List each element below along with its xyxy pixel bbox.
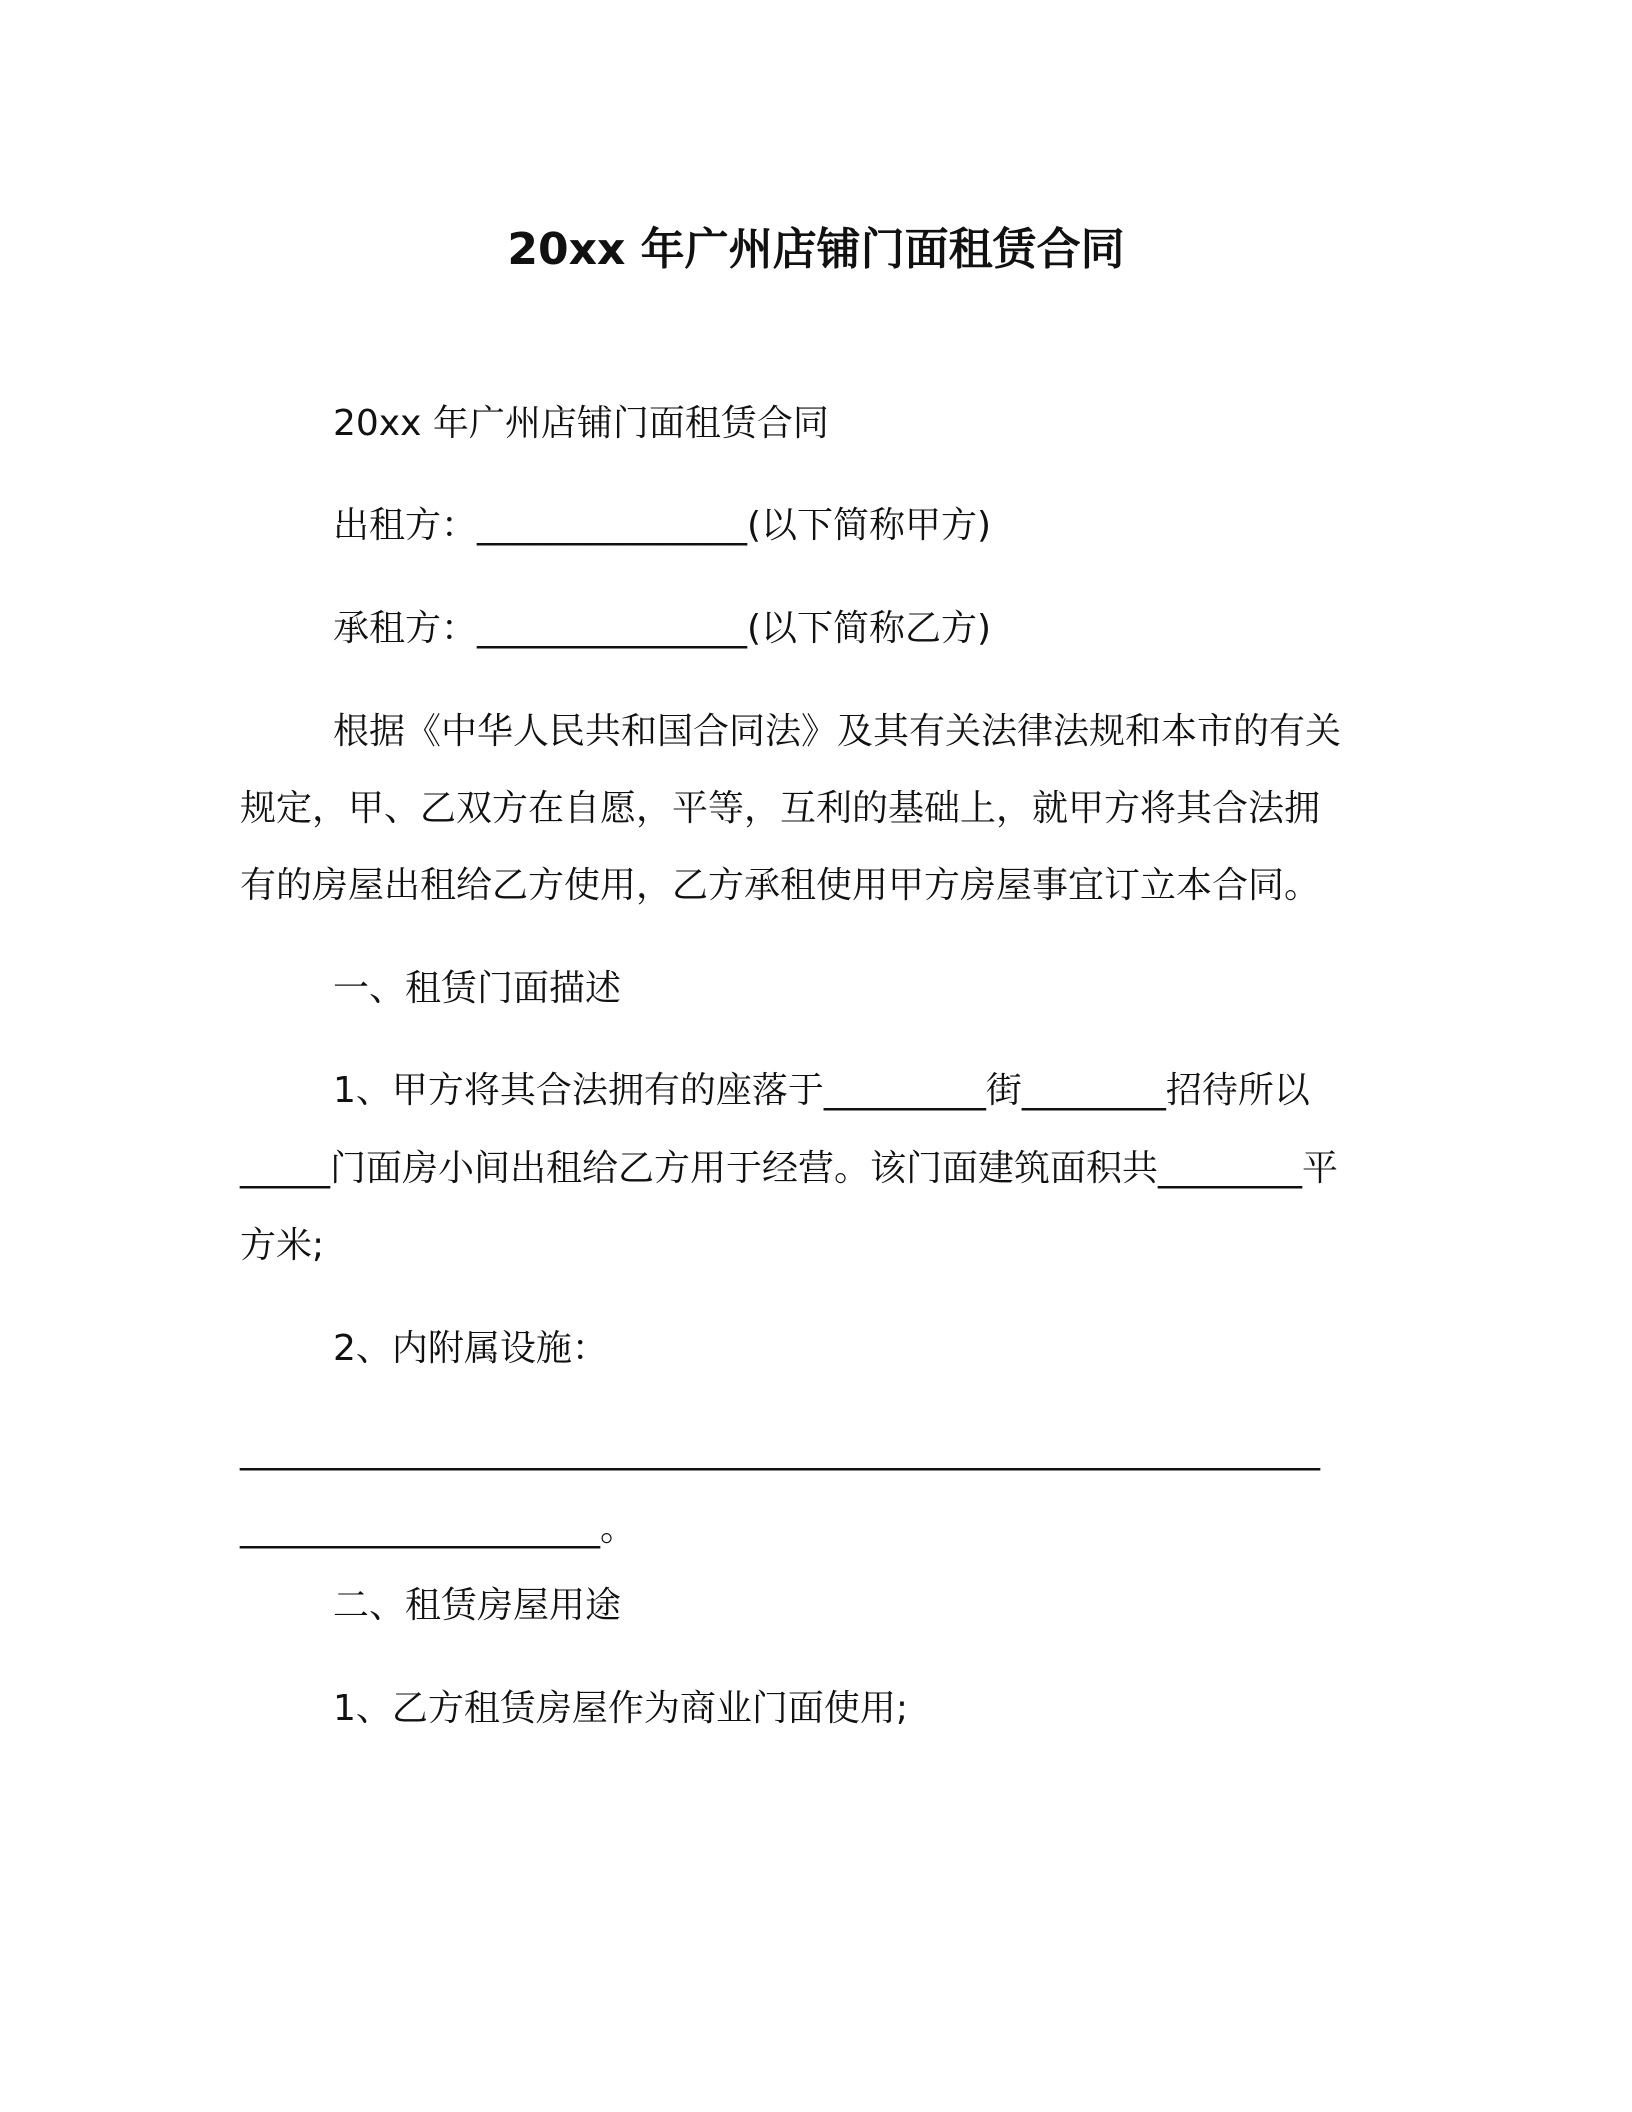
paragraph-line: 根据《中华人民共和国合同法》及其有关法律法规和本市的有关 <box>333 711 1342 752</box>
blank-fill-line: ____________________。 <box>240 1508 636 1549</box>
clause-line: 1、甲方将其合法拥有的座落于_________街________招待所以 <box>333 1070 1310 1111</box>
subtitle-line: 20xx 年广州店铺门面租赁合同 <box>333 403 829 444</box>
clause-line: 方米; <box>240 1225 325 1266</box>
clause-line: 2、内附属设施： <box>333 1328 608 1369</box>
lessor-line: 出租方：_______________(以下简称甲方) <box>333 505 992 546</box>
paragraph-line: 有的房屋出租给乙方使用，乙方承租使用甲方房屋事宜订立本合同。 <box>240 865 1321 906</box>
blank-fill-line: ____________________________________________________________ <box>240 1430 1320 1471</box>
clause-line: 1、乙方租赁房屋作为商业门面使用; <box>333 1688 909 1729</box>
clause-line: _____门面房小间出租给乙方用于经营。该门面建筑面积共________平 <box>240 1148 1339 1189</box>
paragraph-line: 规定，甲、乙双方在自愿，平等，互利的基础上，就甲方将其合法拥 <box>240 788 1321 829</box>
section-heading: 一、租赁门面描述 <box>333 968 622 1009</box>
section-heading: 二、租赁房屋用途 <box>333 1585 622 1626</box>
document-title: 20xx 年广州店铺门面租赁合同 <box>507 224 1125 275</box>
lessee-line: 承租方：_______________(以下简称乙方) <box>333 608 992 649</box>
